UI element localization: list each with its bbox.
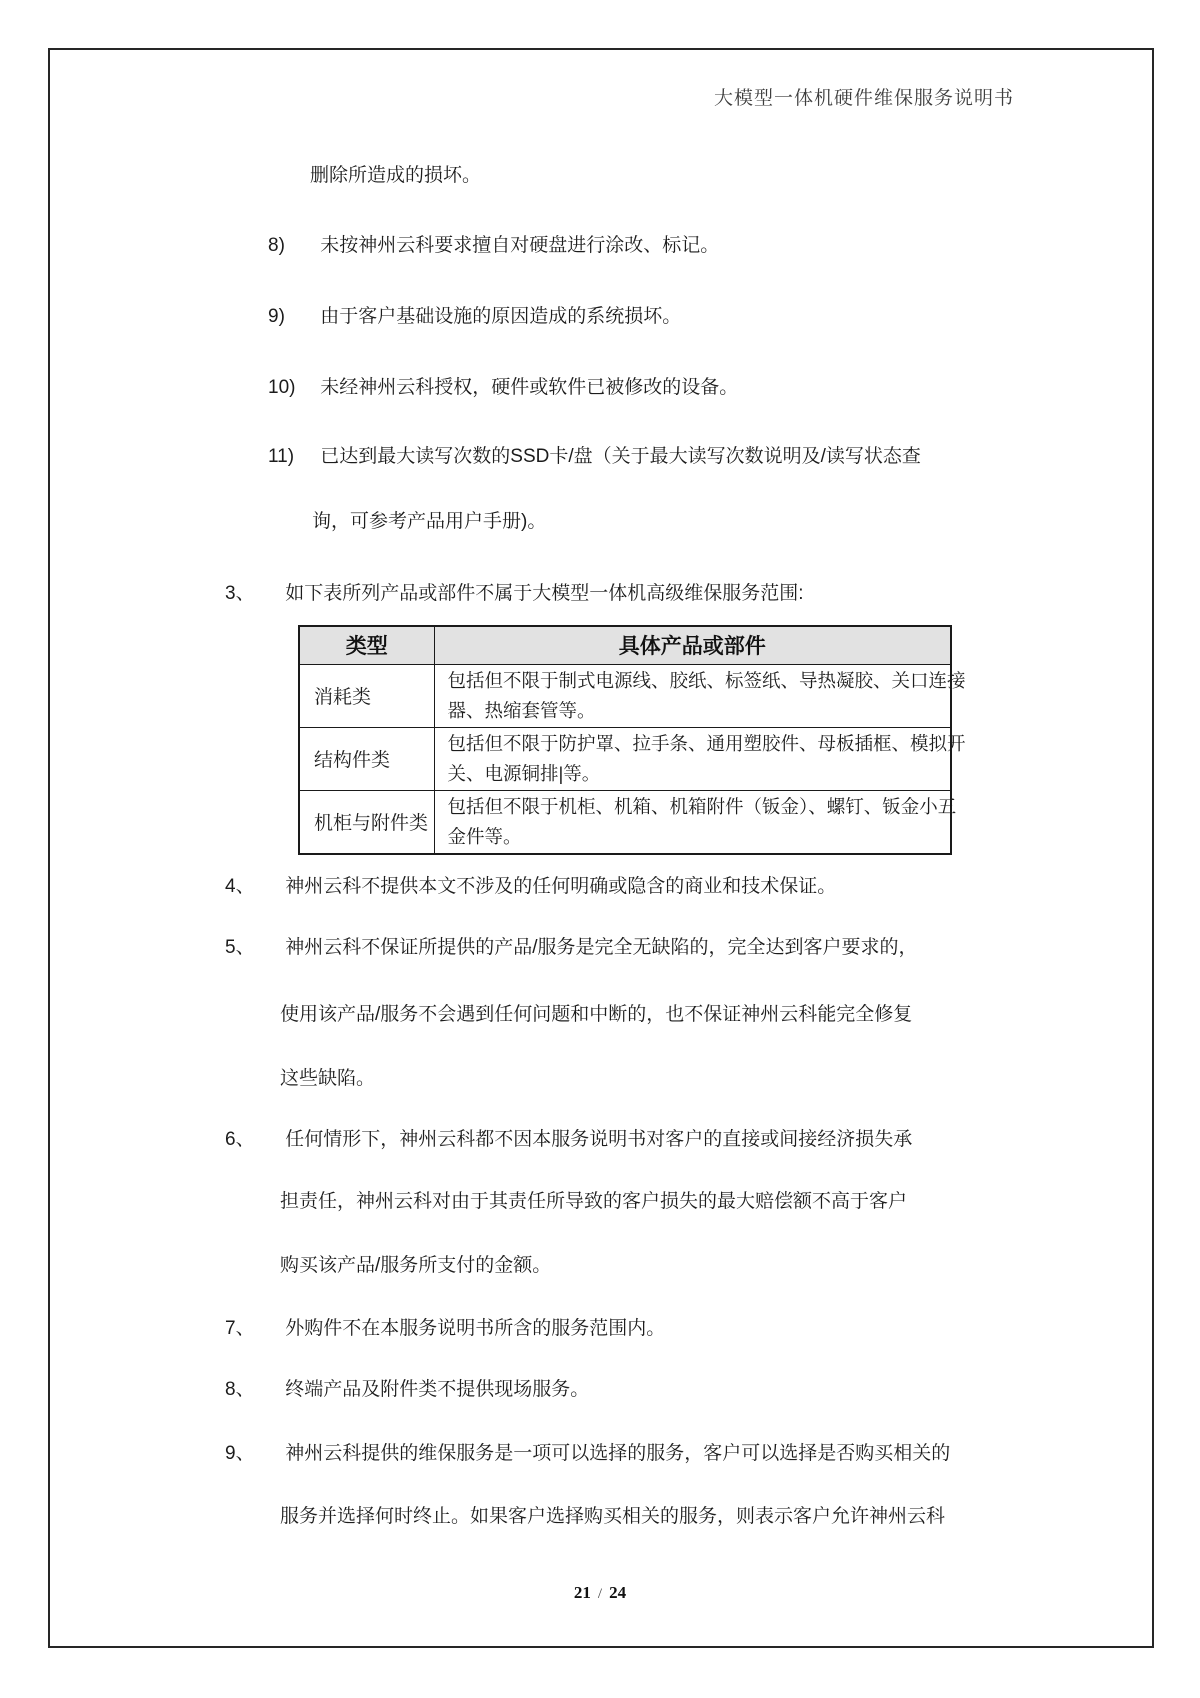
list-item-text: 任何情形下，神州云科都不因本服务说明书对客户的直接或间接经济损失承 <box>285 1129 913 1150</box>
sub-list-item-8 <box>268 231 719 261</box>
table-row <box>299 790 951 854</box>
total-page-number: 24 <box>609 1583 627 1602</box>
list-item-text: 神州云科不提供本文不涉及的任何明确或隐含的商业和技术保证。 <box>285 876 837 897</box>
cell-description-line: 金件等。 <box>447 825 522 847</box>
list-item-text: 已达到最大读写次数的SSD卡/盘（关于最大读写次数说明及/读写状态查 <box>320 446 921 467</box>
page-footer <box>0 1583 1200 1603</box>
cell-category: 机柜与附件类 <box>299 790 434 854</box>
list-item-7 <box>225 1314 665 1344</box>
cell-category: 消耗类 <box>299 664 434 727</box>
list-item-text: 外购件不在本服务说明书所含的服务范围内。 <box>285 1318 666 1339</box>
list-item-number: 6、 <box>225 1129 255 1150</box>
list-item-number: 8) <box>268 235 285 256</box>
list-item-3 <box>225 579 804 609</box>
list-item-number: 9) <box>268 306 285 327</box>
list-item-text: 未经神州云科授权，硬件或软件已被修改的设备。 <box>320 377 739 398</box>
paragraph-text: 删除所造成的损坏。 <box>310 165 482 186</box>
list-item-6-continuation <box>280 1187 907 1217</box>
list-item-text: 询，可参考产品用户手册)。 <box>312 511 547 532</box>
list-item-9 <box>225 1439 950 1469</box>
list-item-text: 购买该产品/服务所支付的金额。 <box>280 1255 552 1276</box>
list-item-text: 使用该产品/服务不会遇到任何问题和中断的，也不保证神州云科能完全修复 <box>280 1004 913 1025</box>
table-row <box>299 727 951 790</box>
list-item-5-continuation <box>280 1064 375 1094</box>
page-header-title: 大模型一体机硬件维保服务说明书 <box>713 88 1014 109</box>
cell-description-line: 包括但不限于机柜、机箱、机箱附件（钣金）、螺钉、钣金小五 <box>447 795 957 817</box>
list-item-number: 10) <box>268 377 296 398</box>
current-page-number: 21 <box>573 1583 591 1602</box>
column-header-type: 类型 <box>299 626 434 664</box>
table-row <box>299 664 951 727</box>
list-item-6 <box>225 1125 912 1155</box>
list-item-8 <box>225 1375 589 1405</box>
list-item-text: 服务并选择何时终止。如果客户选择购买相关的服务，则表示客户允许神州云科 <box>280 1506 946 1527</box>
cell-description <box>434 664 966 727</box>
list-item-number: 9、 <box>225 1443 255 1464</box>
list-item-number: 7、 <box>225 1318 255 1339</box>
cell-category: 结构件类 <box>299 727 434 790</box>
sub-list-item-9 <box>268 302 681 332</box>
list-item-number: 11) <box>268 446 295 467</box>
list-item-text: 这些缺陷。 <box>280 1068 376 1089</box>
sub-list-item-11-continuation <box>312 507 546 537</box>
column-header-products: 具体产品或部件 <box>434 626 951 664</box>
list-item-9-continuation <box>280 1502 945 1532</box>
cell-description <box>434 727 966 790</box>
cell-description <box>434 790 957 854</box>
sub-list-item-11 <box>268 442 921 472</box>
list-item-5-continuation <box>280 1000 912 1030</box>
list-item-number: 5、 <box>225 937 255 958</box>
list-item-text: 未按神州云科要求擅自对硬盘进行涂改、标记。 <box>320 235 720 256</box>
list-item-text: 由于客户基础设施的原因造成的系统损坏。 <box>320 306 682 327</box>
list-item-text: 担责任，神州云科对由于其责任所导致的客户损失的最大赔偿额不高于客户 <box>280 1191 908 1212</box>
cell-description-line: 关、电源铜排|等。 <box>447 762 601 784</box>
list-item-4 <box>225 872 836 902</box>
cell-description-line: 器、热缩套管等。 <box>447 699 596 721</box>
list-item-text: 神州云科不保证所提供的产品/服务是完全无缺陷的，完全达到客户要求的， <box>285 937 918 958</box>
page-number-separator: / <box>597 1586 603 1602</box>
excluded-products-table <box>298 625 966 855</box>
list-item-text: 神州云科提供的维保服务是一项可以选择的服务，客户可以选择是否购买相关的 <box>285 1443 951 1464</box>
paragraph-line <box>310 161 481 191</box>
cell-description-line: 包括但不限于制式电源线、胶纸、标签纸、导热凝胶、关口连接 <box>447 669 966 691</box>
list-item-6-continuation <box>280 1251 551 1281</box>
list-item-text: 如下表所列产品或部件不属于大模型一体机高级维保服务范围: <box>285 583 804 604</box>
list-item-number: 8、 <box>225 1379 255 1400</box>
list-item-5 <box>225 933 918 963</box>
sub-list-item-10 <box>268 373 738 403</box>
list-item-text: 终端产品及附件类不提供现场服务。 <box>285 1379 590 1400</box>
list-item-number: 3、 <box>225 583 255 604</box>
list-item-number: 4、 <box>225 876 255 897</box>
table-header-row <box>299 626 951 664</box>
cell-description-line: 包括但不限于防护罩、拉手条、通用塑胶件、母板插框、模拟开 <box>447 732 966 754</box>
